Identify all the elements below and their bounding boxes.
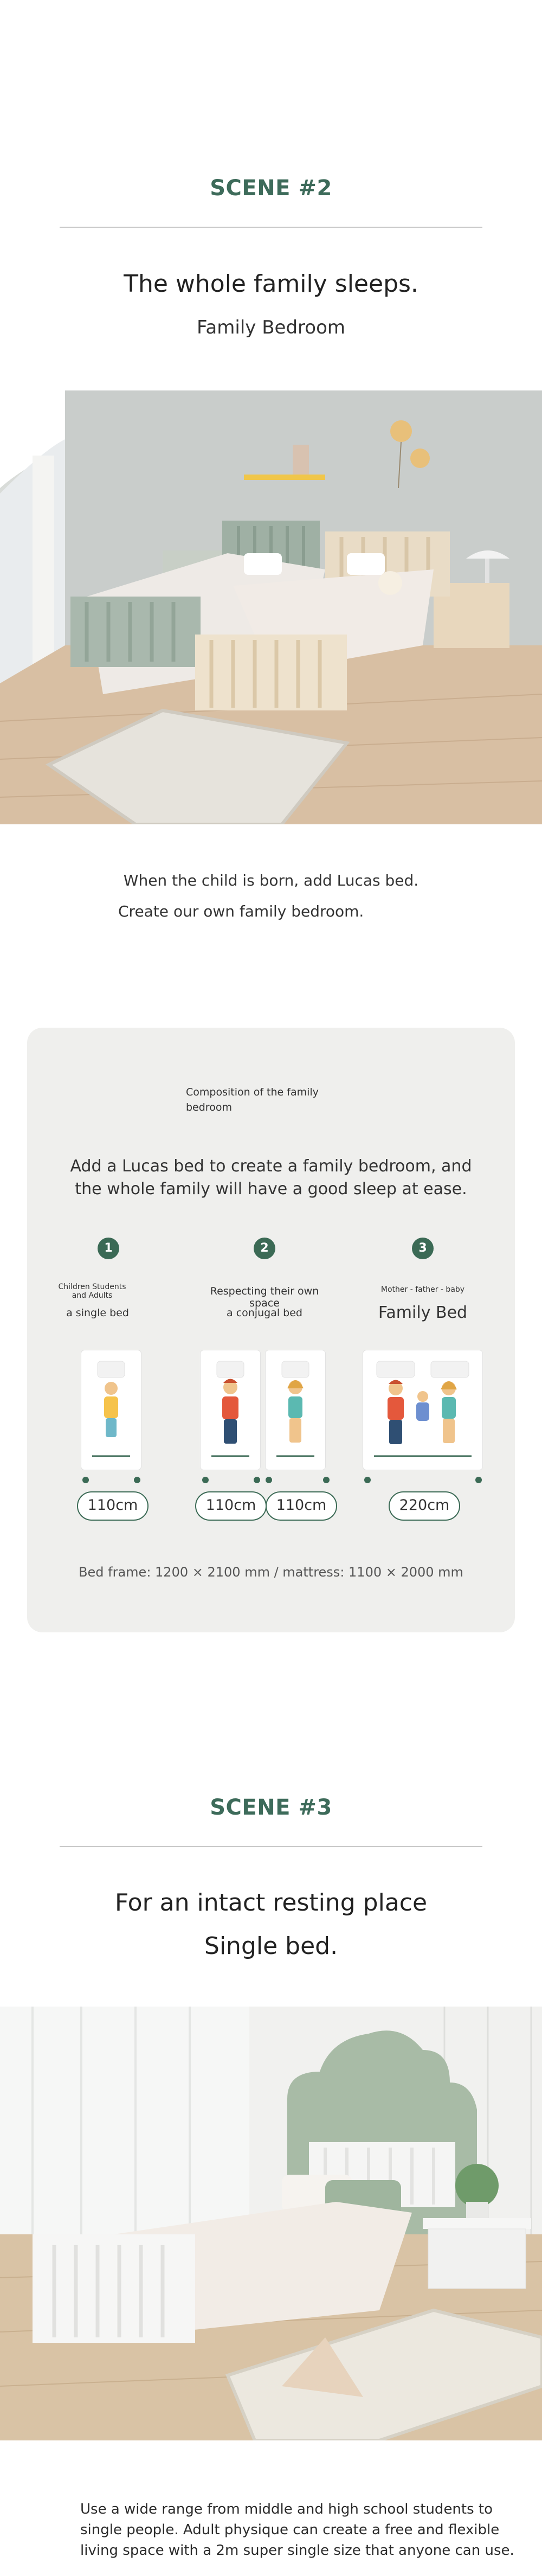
composition-title-line1: Composition of the family [186, 1086, 319, 1098]
size-pill: 110cm [77, 1491, 149, 1521]
single-bed-illustration [81, 1350, 141, 1470]
dot [134, 1477, 140, 1483]
dot [323, 1477, 330, 1483]
scene2-body-line1: When the child is born, add Lucas bed. [123, 872, 419, 889]
option-3-number: 3 [412, 1238, 434, 1259]
composition-desc-line1: Add a Lucas bed to create a family bedroom, and [70, 1157, 472, 1176]
scene2-subline: Family Bedroom [197, 317, 345, 338]
bed-spec: Bed frame: 1200 × 2100 mm / mattress: 1100 × 2000 mm [79, 1565, 463, 1580]
divider [60, 227, 482, 228]
composition-title [186, 1085, 319, 1115]
scene2-headline: The whole family sleeps. [124, 270, 418, 298]
size-pill: 220cm [389, 1491, 460, 1521]
scene3-title: SCENE #3 [210, 1795, 332, 1820]
composition-desc [27, 1155, 515, 1201]
dot [364, 1477, 371, 1483]
composition-title-line2: bedroom [186, 1101, 232, 1113]
scene3-headline: For an intact resting place [114, 1889, 428, 1917]
composition-card [27, 1028, 515, 1632]
scene2-title: SCENE #2 [210, 176, 332, 201]
scene3-subline: Single bed. [204, 1932, 338, 1960]
option-1-number: 1 [98, 1238, 119, 1259]
scene3-body-line3: living space with a 2m super single size that anyone can use. [80, 2542, 514, 2559]
conjugal-bed-right-illustration [266, 1350, 325, 1470]
conjugal-bed-left-illustration [201, 1350, 260, 1470]
scene3-body-line1: Use a wide range from middle and high school students to [80, 2501, 493, 2517]
size-pill: 110cm [195, 1491, 267, 1521]
scene3-body [80, 2499, 514, 2561]
option-1-caption-top: Children Students and Adults [58, 1283, 126, 1300]
dot [475, 1477, 482, 1483]
scene2-body-line2: Create our own family bedroom. [118, 902, 364, 920]
size-pill: 110cm [266, 1491, 337, 1521]
dot [82, 1477, 89, 1483]
option-3-caption-main: Family Bed [378, 1303, 468, 1322]
option-2-caption-top: Respecting their own space [210, 1285, 319, 1309]
option-3-caption-top: Mother - father - baby [380, 1285, 465, 1294]
option-2-number: 2 [254, 1238, 275, 1259]
composition-desc-line2: the whole family will have a good sleep at ease. [75, 1180, 467, 1199]
family-bed-illustration [363, 1350, 482, 1470]
dot [254, 1477, 260, 1483]
divider [60, 1846, 482, 1847]
single-bed-photo [0, 2007, 542, 2440]
option-2-caption-main: a conjugal bed [227, 1307, 302, 1319]
family-bedroom-photo [0, 390, 542, 824]
scene3-body-line2: single people. Adult physique can create a free and flexible [80, 2522, 500, 2538]
dot [266, 1477, 272, 1483]
dot [202, 1477, 209, 1483]
option-1-caption-main: a single bed [66, 1307, 129, 1319]
